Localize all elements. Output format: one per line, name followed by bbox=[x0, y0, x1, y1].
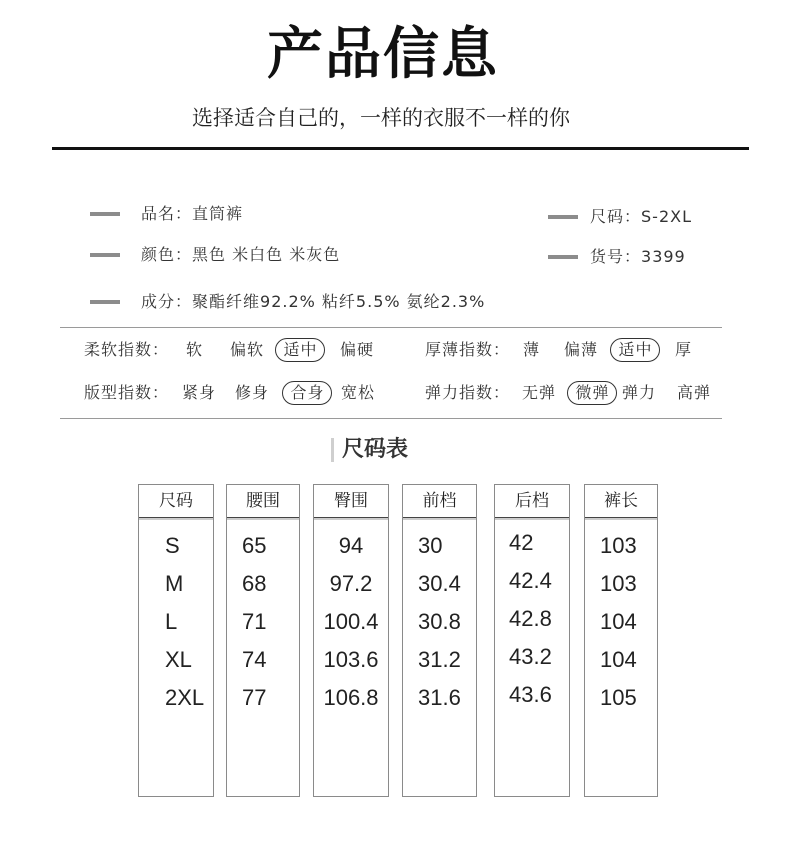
hip-cell: 103.6 bbox=[323, 647, 379, 672]
front-rise-cell: 30 bbox=[418, 533, 443, 558]
size-column-back-rise bbox=[494, 484, 570, 797]
softness-option-selected: 适中 bbox=[275, 338, 325, 362]
column-header: 裤长 bbox=[585, 485, 657, 518]
back-rise-cell: 42.4 bbox=[509, 568, 552, 593]
index-row-2 bbox=[0, 381, 790, 405]
length-cell: 105 bbox=[600, 685, 637, 710]
info-label: 货号： bbox=[590, 247, 642, 266]
fit-option-selected: 合身 bbox=[282, 381, 332, 405]
info-value: 聚酯纤维92.2% 粘纤5.5% 氨纶2.3% bbox=[192, 292, 486, 311]
front-rise-cell: 31.6 bbox=[418, 685, 461, 710]
waist-cell: 74 bbox=[242, 647, 267, 672]
size-cell: M bbox=[165, 571, 184, 596]
section-divider bbox=[60, 327, 722, 328]
size-cell: XL bbox=[165, 647, 192, 672]
thickness-option-selected: 适中 bbox=[610, 338, 660, 362]
front-rise-cell: 31.2 bbox=[418, 647, 461, 672]
thickness-label: 厚薄指数： bbox=[425, 340, 511, 359]
size-cell: 2XL bbox=[165, 685, 205, 710]
bullet-bar bbox=[90, 253, 120, 257]
back-rise-cell: 42 bbox=[509, 530, 534, 555]
fit-label: 版型指数： bbox=[84, 383, 170, 402]
length-cell: 103 bbox=[600, 533, 637, 558]
size-column-waist bbox=[226, 484, 300, 797]
back-rise-cell: 43.2 bbox=[509, 644, 552, 669]
fit-option: 宽松 bbox=[341, 383, 376, 402]
column-header: 腰围 bbox=[227, 485, 299, 518]
length-cell: 103 bbox=[600, 571, 637, 596]
bullet-bar bbox=[548, 215, 578, 219]
elasticity-option: 无弹 bbox=[522, 383, 557, 402]
column-values bbox=[314, 518, 388, 717]
thickness-option: 偏薄 bbox=[564, 340, 599, 359]
column-values bbox=[139, 518, 213, 717]
hip-cell: 106.8 bbox=[323, 685, 379, 710]
back-rise-cell: 43.6 bbox=[509, 682, 552, 707]
size-column-hip bbox=[313, 484, 389, 797]
size-column-size bbox=[138, 484, 214, 797]
info-item-color bbox=[90, 244, 340, 266]
info-label: 尺码： bbox=[590, 207, 642, 226]
info-value: S-2XL bbox=[641, 207, 692, 226]
info-item-name bbox=[90, 203, 243, 225]
bullet-bar bbox=[90, 300, 120, 304]
size-cell: L bbox=[165, 609, 178, 634]
info-value: 3399 bbox=[641, 247, 686, 266]
hip-cell: 97.2 bbox=[329, 571, 373, 596]
softness-option: 软 bbox=[186, 340, 204, 359]
info-value: 黑色 米白色 米灰色 bbox=[192, 245, 341, 264]
softness-option: 偏硬 bbox=[340, 340, 375, 359]
column-header: 臀围 bbox=[314, 485, 388, 518]
column-values bbox=[403, 518, 476, 717]
elasticity-label: 弹力指数： bbox=[425, 383, 511, 402]
page-subtitle: 选择适合自己的，一样的衣服不一样的你 bbox=[192, 106, 570, 130]
elasticity-option: 高弹 bbox=[677, 383, 712, 402]
size-cell: S bbox=[165, 533, 180, 558]
info-value: 直筒裤 bbox=[192, 204, 244, 223]
thickness-option: 薄 bbox=[523, 340, 541, 359]
bullet-bar bbox=[548, 255, 578, 259]
waist-cell: 71 bbox=[242, 609, 267, 634]
info-label: 品名： bbox=[141, 204, 193, 223]
section-divider bbox=[60, 418, 722, 419]
back-rise-cell: 42.8 bbox=[509, 606, 552, 631]
column-values bbox=[585, 518, 657, 717]
column-values bbox=[495, 518, 569, 714]
hip-cell: 100.4 bbox=[323, 609, 379, 634]
column-header: 前档 bbox=[403, 485, 476, 518]
front-rise-cell: 30.4 bbox=[418, 571, 461, 596]
column-header: 尺码 bbox=[139, 485, 213, 518]
front-rise-cell: 30.8 bbox=[418, 609, 461, 634]
info-label: 颜色： bbox=[141, 245, 193, 264]
title-accent-bar bbox=[331, 438, 334, 462]
info-item-item-no bbox=[548, 246, 686, 268]
waist-cell: 65 bbox=[242, 533, 267, 558]
size-chart-title: 尺码表 bbox=[342, 437, 409, 462]
length-cell: 104 bbox=[600, 647, 637, 672]
page-title: 产品信息 bbox=[267, 22, 499, 87]
hip-cell: 94 bbox=[338, 533, 364, 558]
waist-cell: 77 bbox=[242, 685, 267, 710]
length-cell: 104 bbox=[600, 609, 637, 634]
elasticity-option: 弹力 bbox=[622, 383, 657, 402]
info-item-size bbox=[548, 206, 692, 228]
info-item-composition bbox=[90, 291, 485, 313]
fit-option: 修身 bbox=[235, 383, 270, 402]
elasticity-option-selected: 微弹 bbox=[567, 381, 617, 405]
index-row-1 bbox=[0, 338, 790, 362]
thickness-option: 厚 bbox=[675, 340, 693, 359]
info-label: 成分： bbox=[141, 292, 193, 311]
bullet-bar bbox=[90, 212, 120, 216]
softness-label: 柔软指数： bbox=[84, 340, 170, 359]
waist-cell: 68 bbox=[242, 571, 267, 596]
fit-option: 紧身 bbox=[182, 383, 217, 402]
header-divider bbox=[52, 147, 749, 150]
column-values bbox=[227, 518, 299, 717]
size-column-length bbox=[584, 484, 658, 797]
column-header: 后档 bbox=[495, 485, 569, 518]
size-column-front-rise bbox=[402, 484, 477, 797]
softness-option: 偏软 bbox=[230, 340, 265, 359]
